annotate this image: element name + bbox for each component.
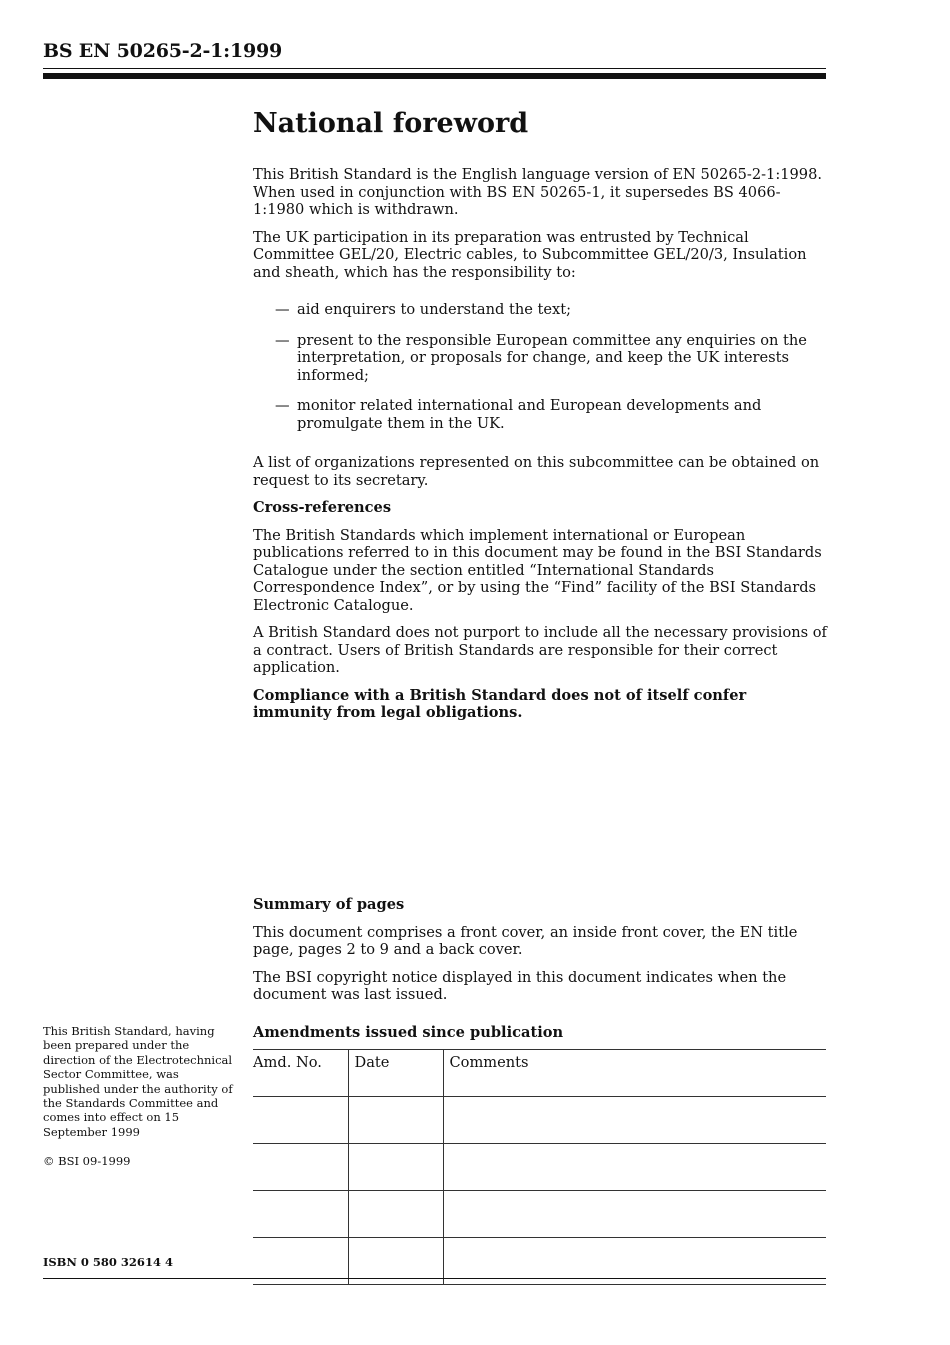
provisions-paragraph: A British Standard does not purport to include all the necessary provisions of a contract. Users of British Standards are responsible for their correct application.: [253, 624, 827, 676]
table-cell: [253, 1097, 348, 1144]
amendments-table: [253, 1049, 826, 1285]
dash-marker: —: [275, 301, 290, 318]
table-cell: [443, 1097, 826, 1144]
organizations-paragraph: A list of organizations represented on this subcommittee can be obtained on request to its secretary.: [253, 454, 820, 489]
amendments-heading: Amendments issued since publication: [253, 1024, 564, 1041]
list-item-text: present to the responsible European committee any enquiries on the interpretation, or proposals for change, and keep the UK interests informed;: [297, 331, 807, 384]
table-cell: [348, 1191, 443, 1238]
table-cell: [253, 1191, 348, 1238]
compliance-note: Compliance with a British Standard does not of itself confer immunity from legal obligations.: [253, 686, 747, 721]
column-header-comments: Comments: [443, 1050, 826, 1097]
summary-paragraph: This document comprises a front cover, an inside front cover, the EN title page, pages 2 to 9 and a back cover.: [253, 923, 798, 958]
publication-note: This British Standard, having been prepared under the direction of the Electrotechnical Sector Committee, was published under the authority of the Standards Committee and comes into effect on 15 September 1999: [43, 1024, 233, 1139]
list-item-text: monitor related international and European developments and promulgate them in the UK.: [297, 397, 762, 432]
document-id: BS EN 50265-2-1:1999: [43, 40, 283, 62]
page-title: National foreword: [253, 108, 529, 139]
column-header-date: Date: [348, 1050, 443, 1097]
table-row: [253, 1097, 826, 1144]
table-cell: [253, 1144, 348, 1191]
list-item: [253, 301, 827, 319]
footer-rule: [43, 1278, 826, 1279]
header-rule-thin: [43, 68, 826, 69]
cross-references-paragraph: The British Standards which implement international or European publications referred to in this document may be found in the BSI Standards Catalogue under the section entitled “International Standards Correspondence Index”, or by using the “Find” facility of the BSI Standards Electronic Catalogue.: [253, 526, 822, 614]
list-item-text: aid enquirers to understand the text;: [297, 301, 572, 318]
list-item: [253, 397, 827, 432]
table-cell: [443, 1144, 826, 1191]
intro-paragraph: This British Standard is the English language version of EN 50265-2-1:1998. When used in conjunction with BS EN 50265-1, it supersedes BS 4066-1:1980 which is withdrawn.: [253, 166, 823, 218]
table-header-row: [253, 1050, 826, 1097]
participation-paragraph: The UK participation in its preparation was entrusted by Technical Committee GEL/20, Electric cables, to Subcommittee GEL/20/3, Insulation and sheath, which has the responsibility to:: [253, 228, 807, 281]
summary-of-pages-section: [253, 896, 827, 1014]
table-cell: [443, 1191, 826, 1238]
copyright-line: © BSI 09-1999: [43, 1154, 131, 1168]
national-foreword-section: [253, 108, 827, 732]
summary-heading: Summary of pages: [253, 896, 405, 913]
table-cell: [348, 1097, 443, 1144]
amendments-section: [253, 1024, 826, 1285]
isbn: ISBN 0 580 32614 4: [43, 1255, 173, 1269]
table-row: [253, 1191, 826, 1238]
table-row: [253, 1144, 826, 1191]
responsibility-list: [253, 301, 827, 432]
dash-marker: —: [275, 397, 290, 414]
column-header-amd-no: Amd. No.: [253, 1050, 348, 1097]
dash-marker: —: [275, 331, 290, 349]
copyright-notice-paragraph: The BSI copyright notice displayed in this document indicates when the document was last issued.: [253, 968, 787, 1003]
cross-references-heading: Cross-references: [253, 499, 392, 516]
list-item: [253, 332, 827, 385]
header-rule-thick: [43, 73, 826, 79]
table-cell: [348, 1144, 443, 1191]
